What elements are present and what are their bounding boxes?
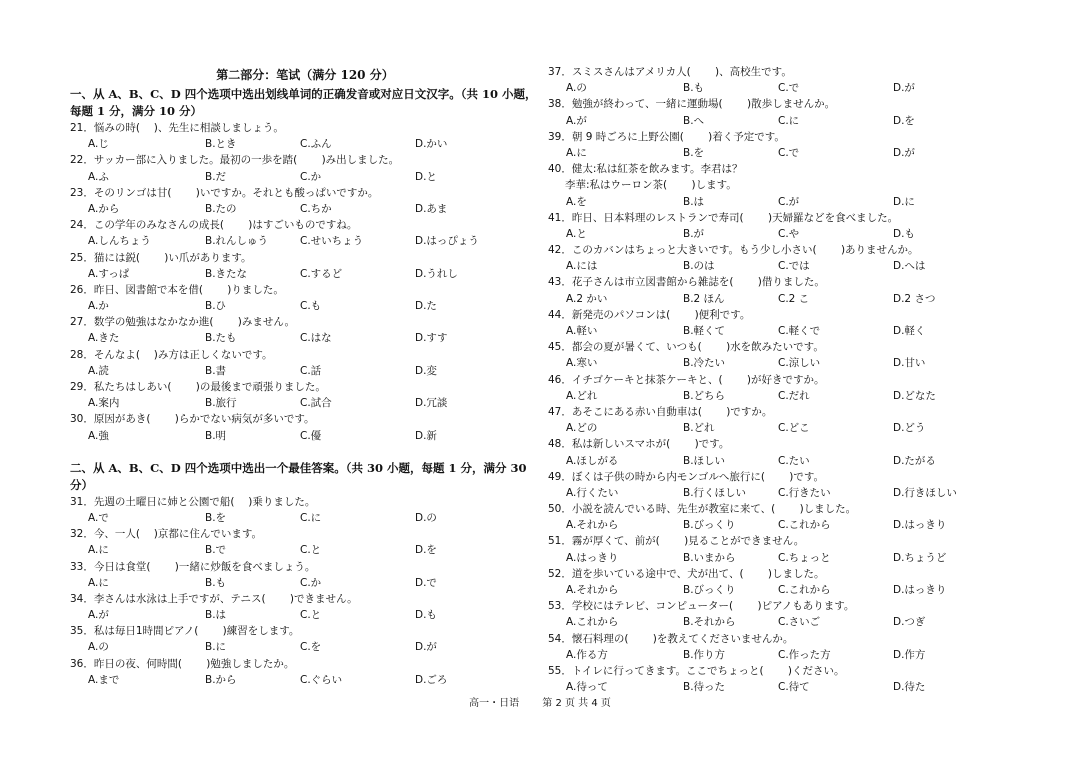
- option-d: D.た: [415, 300, 437, 313]
- question-text: 34．李さんは水泳は上手ですが、テニス( )できません。: [70, 592, 358, 605]
- option-a: A.それから: [566, 584, 619, 596]
- option-c: C.だれ: [778, 389, 810, 402]
- option-c: C.行きたい: [778, 486, 831, 499]
- option-d: D.変: [415, 364, 437, 377]
- option-d: D.ちょうど: [893, 551, 947, 564]
- options-row: [70, 639, 540, 655]
- option-a: A.か: [88, 300, 109, 313]
- option-c: C.ちょっと: [778, 551, 831, 564]
- option-d: D.作方: [893, 648, 926, 661]
- option-a: A.には: [566, 260, 598, 273]
- option-a: A.すっぱ: [88, 267, 130, 280]
- option-a: A.寒い: [566, 357, 598, 370]
- option-b: B.ほしい: [683, 454, 726, 467]
- question-text: 51．霧が厚くて、前が( )見ることができません。: [548, 535, 805, 548]
- option-d: D.冗談: [415, 397, 448, 410]
- question-text: 27．数学の勉強はなかなか進( )みません。: [70, 316, 296, 329]
- option-d: D.かい: [415, 138, 448, 151]
- question-text: 45．都会の夏が暑くて、いつも( )水を飲みたいです。: [548, 341, 824, 354]
- options-row: [548, 145, 1028, 161]
- option-c: C.軽くで: [778, 325, 821, 337]
- option-d: D.へは: [893, 260, 926, 273]
- section1-questions: [70, 120, 540, 444]
- option-b: B.だ: [205, 170, 227, 183]
- question-text: 50．小説を読んでいる時、先生が教室に来て、( )しました。: [548, 503, 857, 516]
- option-a: A.軽い: [566, 325, 598, 337]
- option-a: A.に: [88, 576, 109, 589]
- question-text: 47．あそこにある赤い自動車は( )ですか。: [548, 405, 773, 418]
- options-row: [70, 672, 540, 688]
- question-text: 42．このカバンはちょっと大きいです。もう少し小さい( )ありませんか。: [548, 244, 919, 257]
- option-d: D.すす: [415, 332, 448, 345]
- question-text: 29．私たちはしあい( )の最後まで頑張りました。: [70, 381, 326, 393]
- option-b: B.びっくり: [683, 584, 736, 596]
- section1-title: 一、从 A、B、C、D 四个选项中选出划线单词的正确发音或对应日文汉字。（共 10 小题，每题 1 分，满分 10 分）: [70, 87, 537, 118]
- options-row: [548, 258, 1028, 274]
- option-d: D.たがる: [893, 454, 936, 467]
- options-row: [548, 226, 1028, 242]
- option-a: A.読: [88, 364, 109, 377]
- option-c: C.優: [300, 429, 322, 442]
- option-a: A.で: [88, 511, 109, 524]
- question-text: 32．今、一人( )京都に住んでいます。: [70, 528, 263, 541]
- options-row: [548, 679, 1028, 695]
- right-column: [548, 64, 1028, 695]
- options-row: [70, 169, 540, 185]
- question-text: 31．先週の土曜日に姉と公園で船( )乗りました。: [70, 495, 316, 508]
- option-c: C.作った方: [778, 648, 831, 661]
- option-b: B.のは: [683, 260, 715, 273]
- option-a: A.に: [566, 146, 587, 159]
- option-b: B.は: [683, 195, 705, 208]
- option-c: C.に: [778, 114, 800, 127]
- option-b: B.作り方: [683, 648, 726, 661]
- options-row: [70, 428, 540, 444]
- section2-title: 二、从 A、B、C、D 四个选项中选出一个最佳答案。（共 30 小题，每题 1 分，满分 30 分）: [70, 460, 527, 492]
- option-c: C.話: [300, 364, 322, 377]
- options-row: [548, 355, 1028, 371]
- option-d: D.が: [893, 146, 915, 159]
- question-text: 40．健太:私は紅茶を飲みます。李君は？: [548, 163, 743, 176]
- question-text: 23．そのリンゴは甘( )いですか。それとも酸っぱいですか。: [70, 186, 379, 199]
- option-c: C.さいご: [778, 616, 821, 629]
- option-d: D.を: [893, 114, 915, 127]
- option-a: A.はっきり: [566, 551, 619, 564]
- option-c: C.が: [778, 195, 800, 208]
- option-d: D.が: [893, 82, 915, 95]
- option-d: D.はっきり: [893, 584, 947, 596]
- options-row: [70, 575, 540, 591]
- option-c: C.たい: [778, 454, 810, 467]
- option-c: C.で: [778, 146, 800, 159]
- options-row: [70, 233, 540, 249]
- question-text: 43．花子さんは市立図書館から雑誌を( )借りました。: [548, 276, 825, 289]
- option-c: C.か: [300, 576, 322, 589]
- option-d: D.の: [415, 511, 437, 524]
- question-text: 21．悩みの時( )、先生に相談しましょう。: [70, 122, 284, 134]
- options-row: [548, 80, 1028, 96]
- option-c: C.か: [300, 170, 322, 183]
- question-text: 36．昨日の夜、何時間( )勉強しましたか。: [70, 657, 295, 670]
- question-text: 46．イチゴケーキと抹茶ケーキと、( )が好きですか。: [548, 373, 825, 386]
- question-text: 30．原因があき( )らかでない病気が多いです。: [70, 413, 315, 426]
- options-row: [548, 291, 1028, 307]
- option-d: D.新: [415, 429, 437, 442]
- option-a: A.の: [566, 82, 587, 95]
- option-b: B.どれ: [683, 422, 715, 435]
- option-d: D.どなた: [893, 389, 936, 402]
- option-d: D.待た: [893, 681, 926, 694]
- option-c: C.も: [300, 300, 322, 313]
- options-row: [548, 550, 1028, 566]
- options-row: [548, 485, 1028, 501]
- part-title: 第二部分：笔试（满分 120 分）: [216, 68, 394, 82]
- question-text: 26．昨日、図書館で本を借( )りました。: [70, 283, 284, 296]
- option-c: C.これから: [778, 519, 831, 532]
- options-row: [70, 266, 540, 282]
- option-d: D.行きほしい: [893, 486, 957, 499]
- option-a: A.どれ: [566, 389, 598, 402]
- question-text: 35．私は毎日1時間ピアノ( )練習をします。: [70, 625, 300, 638]
- page-footer: [0, 694, 1080, 709]
- option-b: B.びっくり: [683, 519, 736, 532]
- option-d: D.甘い: [893, 357, 926, 370]
- option-c: C.2 こ: [778, 292, 810, 305]
- option-a: A.から: [88, 202, 120, 215]
- option-d: D.と: [415, 170, 437, 183]
- question-text: 48．私は新しいスマホが( )です。: [548, 438, 730, 451]
- option-b: B.待った: [683, 681, 726, 694]
- option-d: D.も: [893, 227, 915, 240]
- options-row: [70, 542, 540, 558]
- option-b: B.たの: [205, 202, 237, 215]
- option-c: C.ちか: [300, 202, 332, 215]
- option-b: B.冷たい: [683, 357, 726, 370]
- option-b: B.へ: [683, 114, 705, 127]
- options-row: [548, 388, 1028, 404]
- option-a: A.強: [88, 429, 109, 442]
- option-d: D.あま: [415, 202, 448, 215]
- option-a: A.と: [566, 227, 587, 240]
- option-a: A.じ: [88, 138, 109, 151]
- options-row: [70, 136, 540, 152]
- option-b: B.書: [205, 364, 227, 377]
- option-c: C.で: [778, 82, 800, 95]
- question-text: 39．朝 9 時ごろに上野公園( )着く予定です。: [548, 130, 785, 143]
- option-d: D.ごろ: [415, 673, 448, 686]
- option-d: D.うれし: [415, 267, 458, 280]
- question-text: 24．この学年のみなさんの成長( )はすごいものですね。: [70, 219, 358, 232]
- options-row: [70, 330, 540, 346]
- left-column: [70, 64, 540, 688]
- question-text: 52．道を歩いている途中で、犬が出て、( )しました。: [548, 567, 825, 580]
- option-a: A.の: [88, 641, 109, 654]
- option-d: D.で: [415, 576, 437, 589]
- option-c: C.せいちょう: [300, 235, 364, 248]
- option-d: D.はっぴょう: [415, 235, 479, 248]
- option-b: B.軽くて: [683, 325, 726, 337]
- options-row: [70, 607, 540, 623]
- option-c: C.するど: [300, 267, 343, 280]
- question-text: 44．新発売のパソコンは( )便利です。: [548, 308, 751, 321]
- option-b: B.も: [205, 576, 227, 589]
- section2-questions-left: [70, 494, 540, 688]
- question-subtext: 李華:私はウーロン茶( )します。: [565, 179, 737, 192]
- option-c: C.ふん: [300, 138, 332, 151]
- option-b: B.を: [205, 511, 227, 524]
- option-b: B.から: [205, 673, 237, 686]
- option-d: D.つぎ: [893, 616, 926, 629]
- option-b: B.きたな: [205, 267, 248, 280]
- option-b: B.行くほしい: [683, 486, 747, 499]
- option-c: C.では: [778, 260, 810, 273]
- options-row: [548, 647, 1028, 663]
- option-c: C.涼しい: [778, 357, 821, 370]
- option-a: A.2 かい: [566, 292, 608, 305]
- question-text: 53．学校にはテレビ、コンピューター( )ピアノもあります。: [548, 600, 855, 613]
- option-a: A.に: [88, 544, 109, 557]
- option-c: C.これから: [778, 584, 831, 596]
- options-row: [548, 323, 1028, 339]
- option-a: A.待って: [566, 681, 608, 694]
- option-d: D.を: [415, 544, 437, 557]
- option-d: D.どう: [893, 422, 926, 435]
- option-c: C.待て: [778, 681, 810, 694]
- question-text: 55．トイレに行ってきます。ここでちょっと( )ください。: [548, 664, 845, 677]
- question-text: 22．サッカー部に入りました。最初の一歩を踏( )み出しました。: [70, 154, 400, 167]
- options-row: [548, 582, 1028, 598]
- options-row: [548, 614, 1028, 630]
- question-text: 54．懐石料理の( )を教えてくださいませんか。: [548, 632, 794, 645]
- option-b: B.たも: [205, 332, 237, 345]
- footer-subject: 高一・日语: [469, 698, 520, 709]
- option-a: A.が: [566, 114, 587, 127]
- option-a: A.どの: [566, 422, 598, 435]
- question-text: 41．昨日、日本料理のレストランで寿司( )天婦羅などを食べました。: [548, 211, 899, 224]
- option-b: B.ひ: [205, 300, 227, 313]
- option-b: B.いまから: [683, 551, 736, 564]
- footer-page-number: 第 2 页 共 4 页: [542, 698, 611, 709]
- option-a: A.ふ: [88, 170, 109, 183]
- question-text: 25．猫には鋭( )い爪があります。: [70, 251, 252, 264]
- option-b: B.を: [683, 146, 705, 159]
- option-a: A.を: [566, 195, 587, 208]
- option-b: B.どちら: [683, 389, 726, 402]
- option-b: B.は: [205, 609, 227, 622]
- option-d: D.軽く: [893, 325, 926, 337]
- option-b: B.とき: [205, 138, 237, 151]
- options-row: [548, 194, 1028, 210]
- question-text: 38．勉強が終わって、一緒に運動場( )散歩しませんか。: [548, 98, 836, 111]
- options-row: [70, 510, 540, 526]
- option-a: A.これから: [566, 616, 619, 629]
- section2-questions-right: [548, 64, 1028, 695]
- option-b: B.2 ほん: [683, 292, 725, 305]
- question-text: 37．スミスさんはアメリカ人( )、高校生です。: [548, 66, 792, 78]
- option-c: C.や: [778, 227, 800, 240]
- question-text: 49．ぼくは子供の時から内モンゴルへ旅行に( )です。: [548, 470, 825, 483]
- option-b: B.で: [205, 544, 227, 557]
- option-c: C.を: [300, 641, 322, 654]
- option-b: B.が: [683, 227, 705, 240]
- option-b: B.旅行: [205, 397, 237, 410]
- option-d: D.2 さつ: [893, 292, 936, 305]
- options-row: [70, 395, 540, 411]
- option-b: B.れんしゅう: [205, 235, 269, 248]
- option-c: C.はな: [300, 332, 332, 345]
- question-text: 28．そんなよ( )み方は正しくないです。: [70, 348, 273, 361]
- option-a: A.まで: [88, 673, 120, 686]
- options-row: [548, 420, 1028, 436]
- option-a: A.が: [88, 609, 109, 622]
- options-row: [548, 453, 1028, 469]
- option-c: C.と: [300, 544, 322, 557]
- option-b: B.も: [683, 82, 705, 95]
- option-c: C.と: [300, 609, 322, 622]
- options-row: [548, 517, 1028, 533]
- option-b: B.に: [205, 641, 227, 654]
- options-row: [70, 201, 540, 217]
- option-d: D.が: [415, 641, 437, 654]
- option-d: D.に: [893, 195, 915, 208]
- option-a: A.作る方: [566, 648, 608, 661]
- option-c: C.ぐらい: [300, 673, 343, 686]
- option-b: B.それから: [683, 616, 736, 629]
- option-a: A.ほしがる: [566, 454, 619, 467]
- option-c: C.どこ: [778, 422, 810, 435]
- option-d: D.も: [415, 609, 437, 622]
- option-c: C.に: [300, 511, 322, 524]
- option-a: A.行くたい: [566, 486, 619, 499]
- option-a: A.案内: [88, 397, 120, 410]
- options-row: [70, 298, 540, 314]
- question-text: 33．今日は食堂( )一緒に炒飯を食べましょう。: [70, 560, 316, 573]
- options-row: [548, 113, 1028, 129]
- option-b: B.明: [205, 429, 227, 442]
- options-row: [70, 363, 540, 379]
- option-d: D.はっきり: [893, 519, 947, 532]
- option-a: A.それから: [566, 519, 619, 532]
- option-a: A.きた: [88, 332, 120, 345]
- option-a: A.しんちょう: [88, 235, 151, 248]
- option-c: C.試合: [300, 397, 332, 410]
